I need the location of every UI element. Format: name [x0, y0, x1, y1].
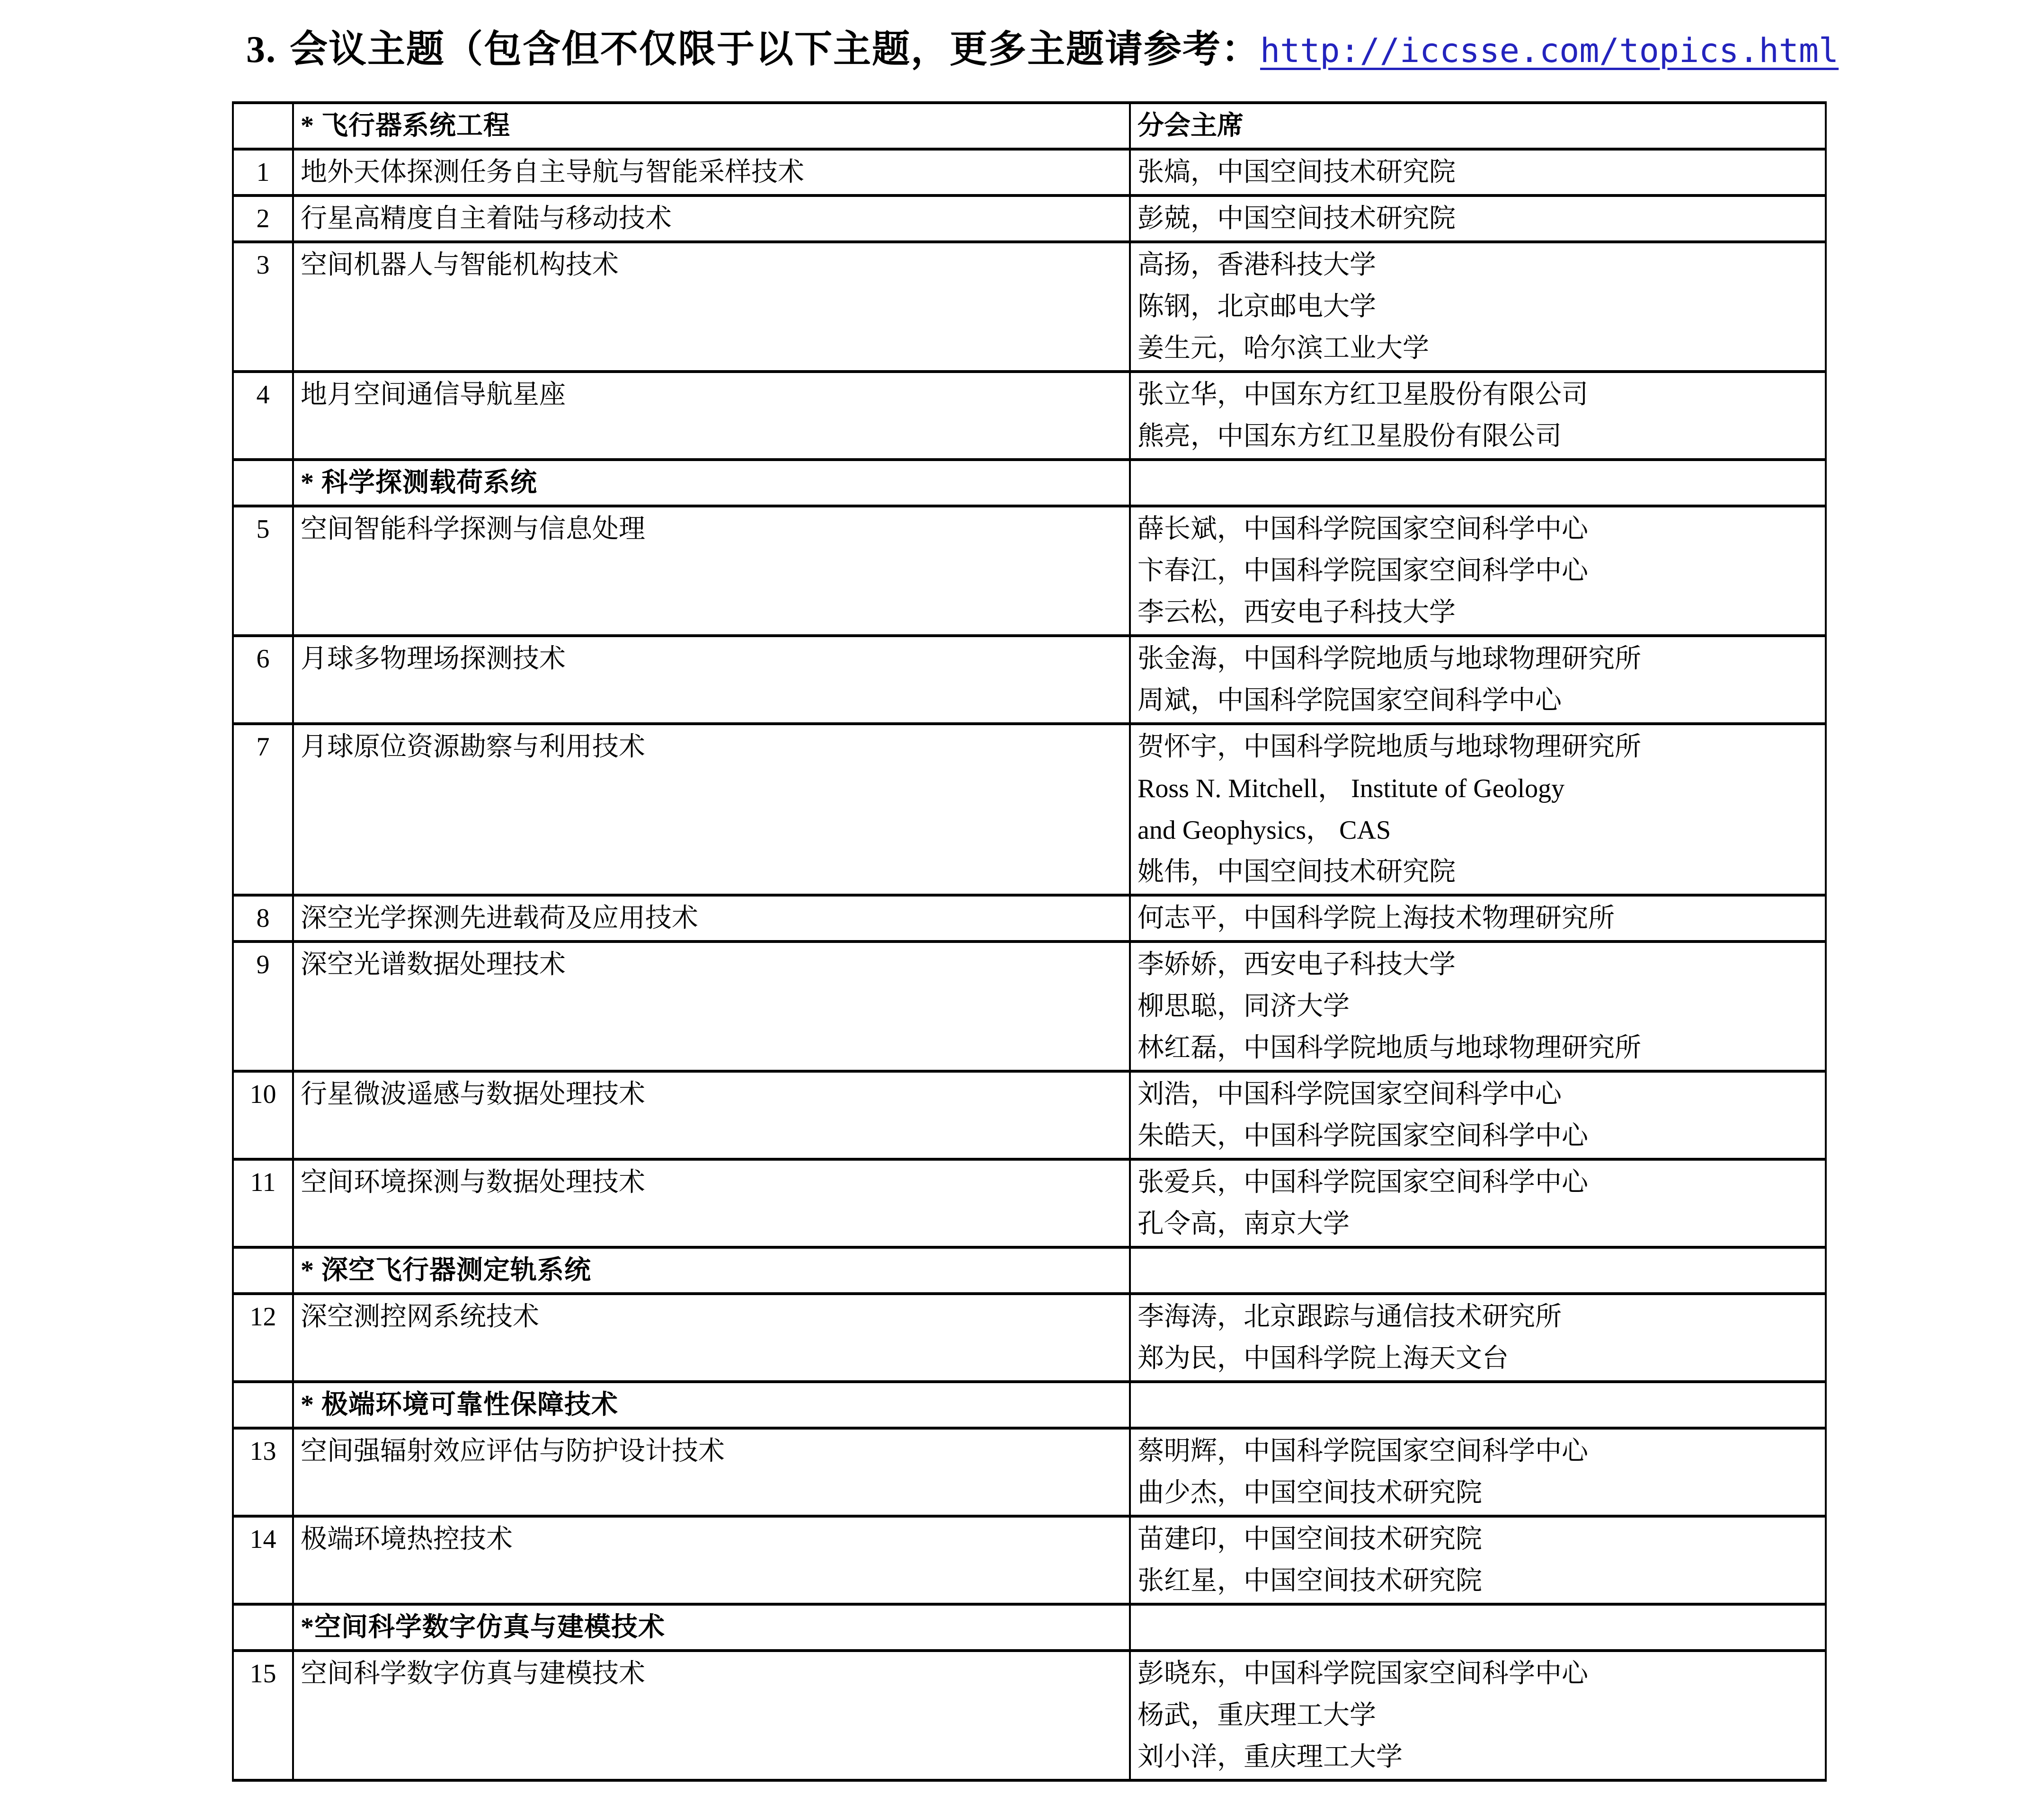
- topic-row: [233, 242, 1826, 372]
- topic-row: [233, 195, 1826, 242]
- row-number-cell: 11: [233, 1159, 293, 1247]
- chair-line: 周斌，中国科学院国家空间科学中心: [1138, 686, 1562, 715]
- topic-row: [233, 372, 1826, 460]
- chair-header-cell: [1130, 1247, 1826, 1294]
- row-number-cell: [233, 103, 293, 149]
- topic-row: [233, 895, 1826, 942]
- section-header-row: [233, 1247, 1826, 1294]
- chair-header-cell: [1130, 103, 1826, 149]
- row-number-cell: 5: [233, 506, 293, 636]
- chairs-cell: [1130, 195, 1826, 242]
- topic-cell: 极端环境热控技术: [293, 1516, 1130, 1604]
- chairs-cell: [1130, 506, 1826, 636]
- row-number-cell: [233, 1247, 293, 1294]
- chair-line: 曲少杰，中国空间技术研究院: [1138, 1478, 1482, 1508]
- chair-header-cell: [1130, 1382, 1826, 1428]
- chair-line: 彭晓东，中国科学院国家空间科学中心: [1138, 1659, 1588, 1688]
- row-number-cell: 6: [233, 636, 293, 724]
- chair-line: 孔令高，南京大学: [1138, 1209, 1350, 1239]
- topic-cell: 行星高精度自主着陆与移动技术: [293, 195, 1130, 242]
- chair-line: and Geophysics， CAS: [1138, 816, 1391, 845]
- topic-cell: 空间科学数字仿真与建模技术: [293, 1651, 1130, 1780]
- row-number-cell: 2: [233, 195, 293, 242]
- chair-line: 杨武，重庆理工大学: [1138, 1701, 1376, 1730]
- chair-line: 张立华，中国东方红卫星股份有限公司: [1138, 380, 1588, 409]
- chair-line: 卞春江，中国科学院国家空间科学中心: [1138, 556, 1588, 586]
- topic-cell: 月球原位资源勘察与利用技术: [293, 724, 1130, 895]
- topic-cell: 深空测控网系统技术: [293, 1294, 1130, 1382]
- chair-line: 郑为民，中国科学院上海天文台: [1138, 1344, 1509, 1373]
- chairs-cell: [1130, 149, 1826, 195]
- chair-line: 姚伟，中国空间技术研究院: [1138, 857, 1456, 887]
- row-number-cell: 14: [233, 1516, 293, 1604]
- section-header-row: [233, 103, 1826, 149]
- topic-row: [233, 1516, 1826, 1604]
- topic-cell: 空间环境探测与数据处理技术: [293, 1159, 1130, 1247]
- chairs-cell: [1130, 242, 1826, 372]
- topic-row: [233, 1651, 1826, 1780]
- topic-cell: 空间机器人与智能机构技术: [293, 242, 1130, 372]
- chair-line: 陈钢，北京邮电大学: [1138, 292, 1376, 321]
- row-number-cell: 9: [233, 942, 293, 1071]
- topic-row: [233, 1294, 1826, 1382]
- topics-table-body: [233, 103, 1826, 1780]
- section-title-cell: * 飞行器系统工程: [293, 103, 1130, 149]
- row-number-cell: [233, 1382, 293, 1428]
- chair-line: 张红星，中国空间技术研究院: [1138, 1566, 1482, 1596]
- heading-paren-text: （包含但不仅限于以下主题，更多主题请参考：: [445, 29, 1260, 71]
- chairs-cell: [1130, 372, 1826, 460]
- heading-title: 会议主题: [290, 29, 445, 71]
- topic-row: [233, 149, 1826, 195]
- chair-line: 何志平，中国科学院上海技术物理研究所: [1138, 904, 1615, 933]
- section-title-cell: *空间科学数字仿真与建模技术: [293, 1604, 1130, 1651]
- chairs-cell: [1130, 1651, 1826, 1780]
- chair-line: 刘浩，中国科学院国家空间科学中心: [1138, 1080, 1562, 1109]
- chair-line: 林红磊，中国科学院地质与地球物理研究所: [1138, 1033, 1641, 1063]
- section-header-row: [233, 460, 1826, 506]
- chairs-cell: [1130, 1159, 1826, 1247]
- chair-line: 李海涛，北京跟踪与通信技术研究所: [1138, 1302, 1562, 1332]
- chair-line: 贺怀宇，中国科学院地质与地球物理研究所: [1138, 732, 1641, 762]
- chair-line: 熊亮，中国东方红卫星股份有限公司: [1138, 422, 1562, 451]
- chairs-cell: [1130, 1516, 1826, 1604]
- topic-row: [233, 942, 1826, 1071]
- chair-line: Ross N. Mitchell， Institute of Geology: [1138, 774, 1565, 803]
- chair-line: 刘小洋，重庆理工大学: [1138, 1742, 1403, 1772]
- chair-line: 蔡明辉，中国科学院国家空间科学中心: [1138, 1437, 1588, 1466]
- chair-line: 李云松，西安电子科技大学: [1138, 598, 1456, 627]
- section-header-row: [233, 1604, 1826, 1651]
- chairs-cell: [1130, 1428, 1826, 1516]
- chair-line: 张爱兵，中国科学院国家空间科学中心: [1138, 1168, 1588, 1197]
- topic-cell: 深空光谱数据处理技术: [293, 942, 1130, 1071]
- chairs-cell: [1130, 942, 1826, 1071]
- chairs-cell: [1130, 724, 1826, 895]
- topic-row: [233, 724, 1826, 895]
- chair-line: 张金海，中国科学院地质与地球物理研究所: [1138, 644, 1641, 674]
- section-title-cell: * 科学探测载荷系统: [293, 460, 1130, 506]
- chair-line: 彭兢，中国空间技术研究院: [1138, 204, 1456, 233]
- chair-line: 薛长斌，中国科学院国家空间科学中心: [1138, 515, 1588, 544]
- topic-row: [233, 1071, 1826, 1159]
- chairs-cell: [1130, 636, 1826, 724]
- chair-line: 高扬，香港科技大学: [1138, 250, 1376, 280]
- row-number-cell: [233, 460, 293, 506]
- topic-row: [233, 506, 1826, 636]
- topics-url-link[interactable]: http://iccsse.com/topics.html: [1260, 31, 1839, 70]
- topic-row: [233, 1159, 1826, 1247]
- row-number-cell: 10: [233, 1071, 293, 1159]
- topic-cell: 地月空间通信导航星座: [293, 372, 1130, 460]
- row-number-cell: 13: [233, 1428, 293, 1516]
- chair-header-cell: [1130, 460, 1826, 506]
- chair-line: 姜生元，哈尔滨工业大学: [1138, 334, 1429, 363]
- heading-number: 3.: [246, 29, 276, 71]
- section-title-cell: * 极端环境可靠性保障技术: [293, 1382, 1130, 1428]
- topic-cell: 空间强辐射效应评估与防护设计技术: [293, 1428, 1130, 1516]
- topic-cell: 地外天体探测任务自主导航与智能采样技术: [293, 149, 1130, 195]
- chairs-cell: [1130, 1294, 1826, 1382]
- chair-header-cell: [1130, 1604, 1826, 1651]
- row-number-cell: 8: [233, 895, 293, 942]
- row-number-cell: 4: [233, 372, 293, 460]
- chair-line: 张熇，中国空间技术研究院: [1138, 158, 1456, 187]
- row-number-cell: [233, 1604, 293, 1651]
- topic-cell: 行星微波遥感与数据处理技术: [293, 1071, 1130, 1159]
- chairs-cell: [1130, 1071, 1826, 1159]
- topic-row: [233, 636, 1826, 724]
- chairs-cell: [1130, 895, 1826, 942]
- topic-cell: 空间智能科学探测与信息处理: [293, 506, 1130, 636]
- chair-line: 柳思聪，同济大学: [1138, 992, 1350, 1021]
- chair-line: 分会主席: [1138, 111, 1244, 141]
- topic-cell: 月球多物理场探测技术: [293, 636, 1130, 724]
- topic-cell: 深空光学探测先进载荷及应用技术: [293, 895, 1130, 942]
- row-number-cell: 3: [233, 242, 293, 372]
- chair-line: 苗建印，中国空间技术研究院: [1138, 1525, 1482, 1554]
- chair-line: 李娇娇，西安电子科技大学: [1138, 950, 1456, 979]
- topic-row: [233, 1428, 1826, 1516]
- row-number-cell: 1: [233, 149, 293, 195]
- section-header-row: [233, 1382, 1826, 1428]
- row-number-cell: 15: [233, 1651, 293, 1780]
- page-title: [246, 24, 2044, 77]
- chair-line: 朱皓天，中国科学院国家空间科学中心: [1138, 1121, 1588, 1151]
- topics-table: [232, 101, 1827, 1782]
- section-title-cell: * 深空飞行器测定轨系统: [293, 1247, 1130, 1294]
- row-number-cell: 7: [233, 724, 293, 895]
- row-number-cell: 12: [233, 1294, 293, 1382]
